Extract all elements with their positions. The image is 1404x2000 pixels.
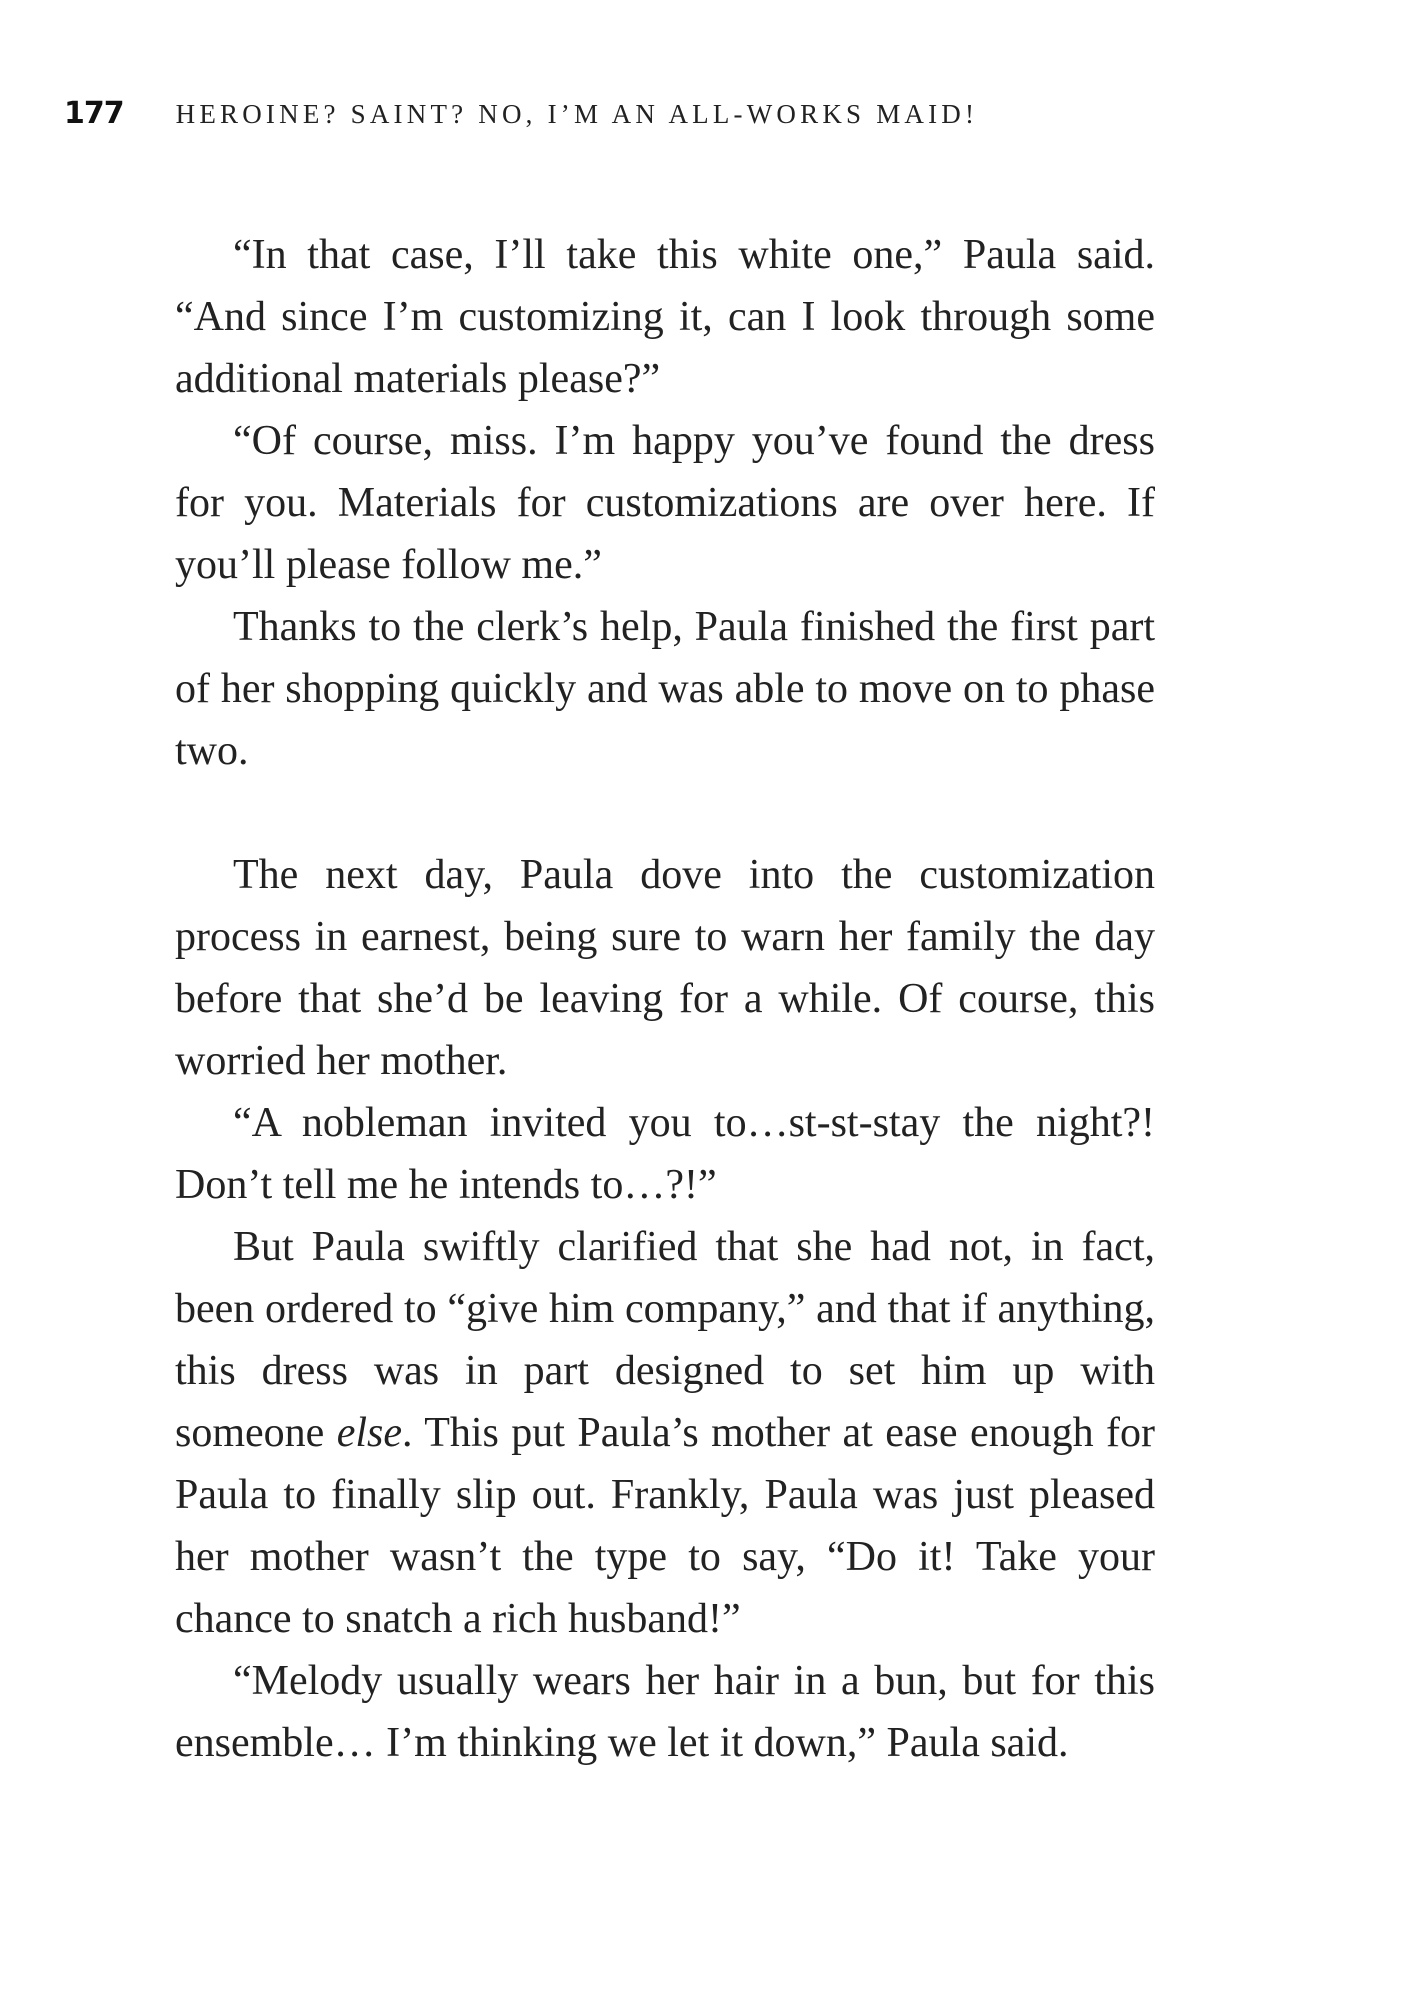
scene-break: [175, 782, 1155, 844]
paragraph-7: “Melody usually wears her hair in a bun, but for this ensemble… I’m thinking we let it down,” Paula said.: [175, 1658, 1155, 1766]
book-title: HEROINE? SAINT? NO, I’M AN ALL-WORKS MAID!: [175, 99, 979, 129]
paragraph-1: “In that case, I’ll take this white one,” Paula said. “And since I’m customizing it, can I look through some additional materials please?”: [175, 232, 1155, 402]
paragraph-4: The next day, Paula dove into the customization process in earnest, being sure to warn her family the day before that she’d be leaving for a while. Of course, this worried her mother.: [175, 852, 1155, 1084]
paragraph-2: “Of course, miss. I’m happy you’ve found the dress for you. Materials for customizations are over here. If you’ll please follow me.”: [175, 418, 1155, 588]
running-header: [64, 96, 978, 136]
paragraph-6-text-b: . This put Paula’s mother at ease enough for Paula to finally slip out. Frankly, Paula was just pleased her mother wasn’t the type to say, “Do it! Take your chance to snatch a rich husband!”: [175, 1410, 1155, 1642]
body-text: [175, 224, 1155, 1774]
page-number: 177: [64, 96, 124, 131]
paragraph-6-emphasis: else: [336, 1410, 403, 1456]
paragraph-6-text-a: But Paula swiftly clarified that she had not, in fact, been ordered to “give him company,” and that if anything, this dress was in part designed to set him up with someone: [175, 1224, 1155, 1456]
paragraph-3: Thanks to the clerk’s help, Paula finished the first part of her shopping quickly and was able to move on to phase two.: [175, 604, 1155, 774]
paragraph-5: “A nobleman invited you to…st-st-stay the night?! Don’t tell me he intends to…?!”: [175, 1100, 1155, 1208]
paragraph-6: [175, 1216, 1155, 1650]
